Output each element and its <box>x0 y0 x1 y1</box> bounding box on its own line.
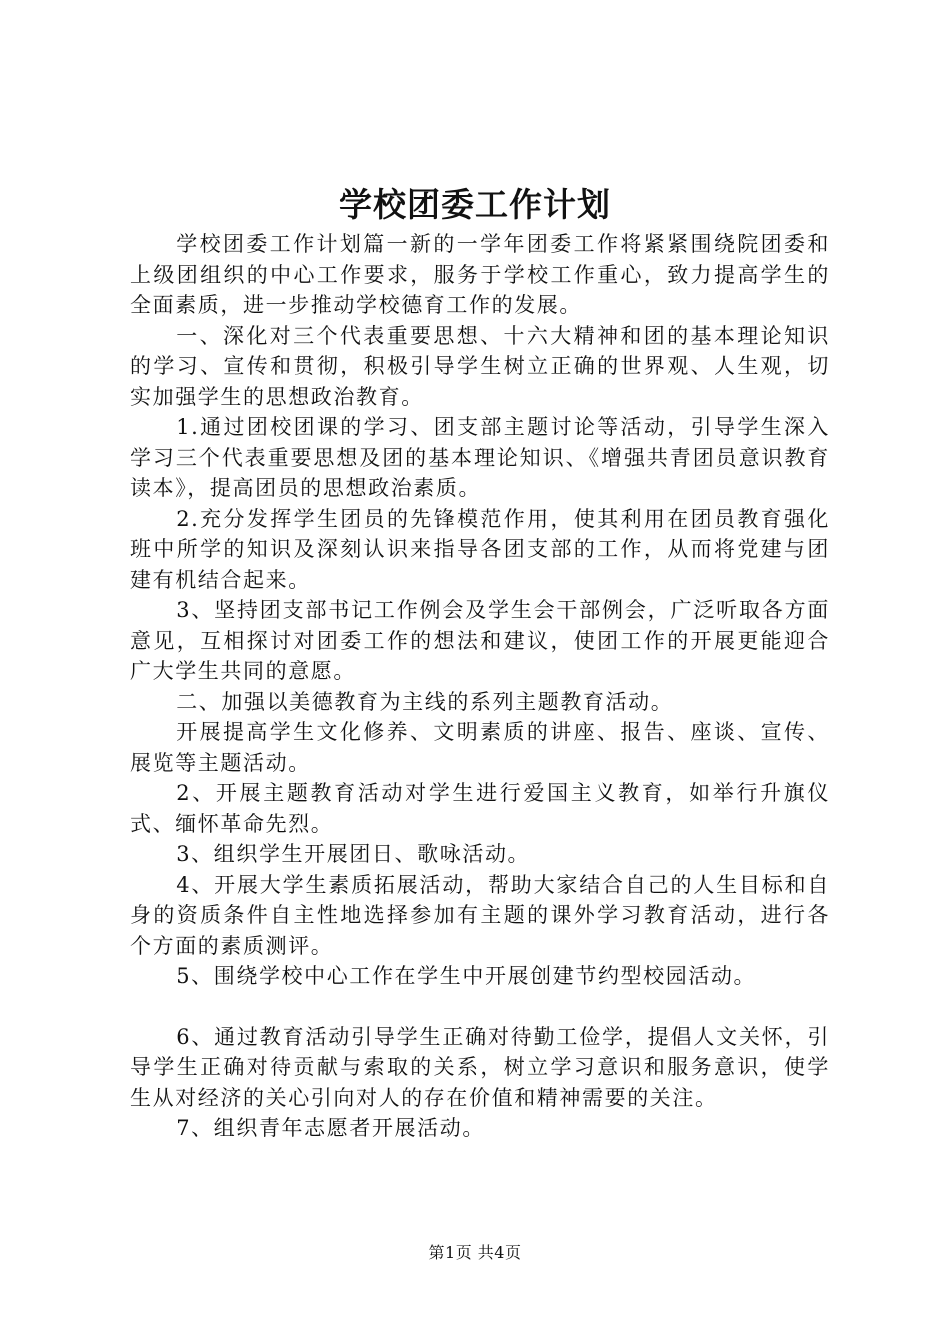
paragraph-item-2-2: 2、开展主题教育活动对学生进行爱国主义教育，如举行升旗仪式、缅怀革命先烈。 <box>130 781 830 836</box>
page-number-footer: 第1页 共4页 <box>428 1243 522 1262</box>
paragraph-item-2-7: 7、组织青年志愿者开展活动。 <box>176 1116 485 1140</box>
paragraph-item-1-3: 3、坚持团支部书记工作例会及学生会干部例会，广泛听取各方面意见，互相探讨对团委工作的想法和建议，使团工作的开展更能迎合广大学生共同的意愿。 <box>130 598 830 683</box>
paragraph-item-2-4: 4、开展大学生素质拓展活动，帮助大家结合自己的人生目标和自身的资质条件自主性地选择参加有主题的课外学习教育活动，进行各个方面的素质测评。 <box>130 872 830 958</box>
paragraph-intro: 学校团委工作计划篇一新的一学年团委工作将紧紧围绕院团委和上级团组织的中心工作要求，服务于学校工作重心，致力提高学生的全面素质，进一步推动学校德育工作的发展。 <box>130 232 830 317</box>
paragraph-item-1-1: 1.通过团校团课的学习、团支部主题讨论等活动，引导学生深入学习三个代表重要思想及团的基本理论知识、《增强共青团员意识教育读本》，提高团员的思想政治素质。 <box>130 415 830 500</box>
document-title: 学校团委工作计划 <box>339 185 611 224</box>
document-body <box>130 229 830 1144</box>
paragraph-section-1: 一、深化对三个代表重要思想、十六大精神和团的基本理论知识的学习、宣传和贯彻，积极引导学生树立正确的世界观、人生观，切实加强学生的思想政治教育。 <box>130 323 830 409</box>
paragraph-item-2-3: 3、组织学生开展团日、歌咏活动。 <box>176 842 531 866</box>
paragraph-item-2-6: 6、通过教育活动引导学生正确对待勤工俭学，提倡人文关怀，引导学生正确对待贡献与索取的关系，树立学习意识和服务意识，使学生从对经济的关心引向对人的存在价值和精神需要的关注。 <box>130 1024 830 1110</box>
paragraph-item-2-1: 开展提高学生文化修养、文明素质的讲座、报告、座谈、宣传、展览等主题活动。 <box>130 720 830 775</box>
paragraph-item-1-2: 2.充分发挥学生团员的先锋模范作用，使其利用在团员教育强化班中所学的知识及深刻认识来指导各团支部的工作，从而将党建与团建有机结合起来。 <box>130 506 830 592</box>
paragraph-section-2: 二、加强以美德教育为主线的系列主题教育活动。 <box>176 689 674 714</box>
paragraph-item-2-5: 5、围绕学校中心工作在学生中开展创建节约型校园活动。 <box>176 964 757 988</box>
